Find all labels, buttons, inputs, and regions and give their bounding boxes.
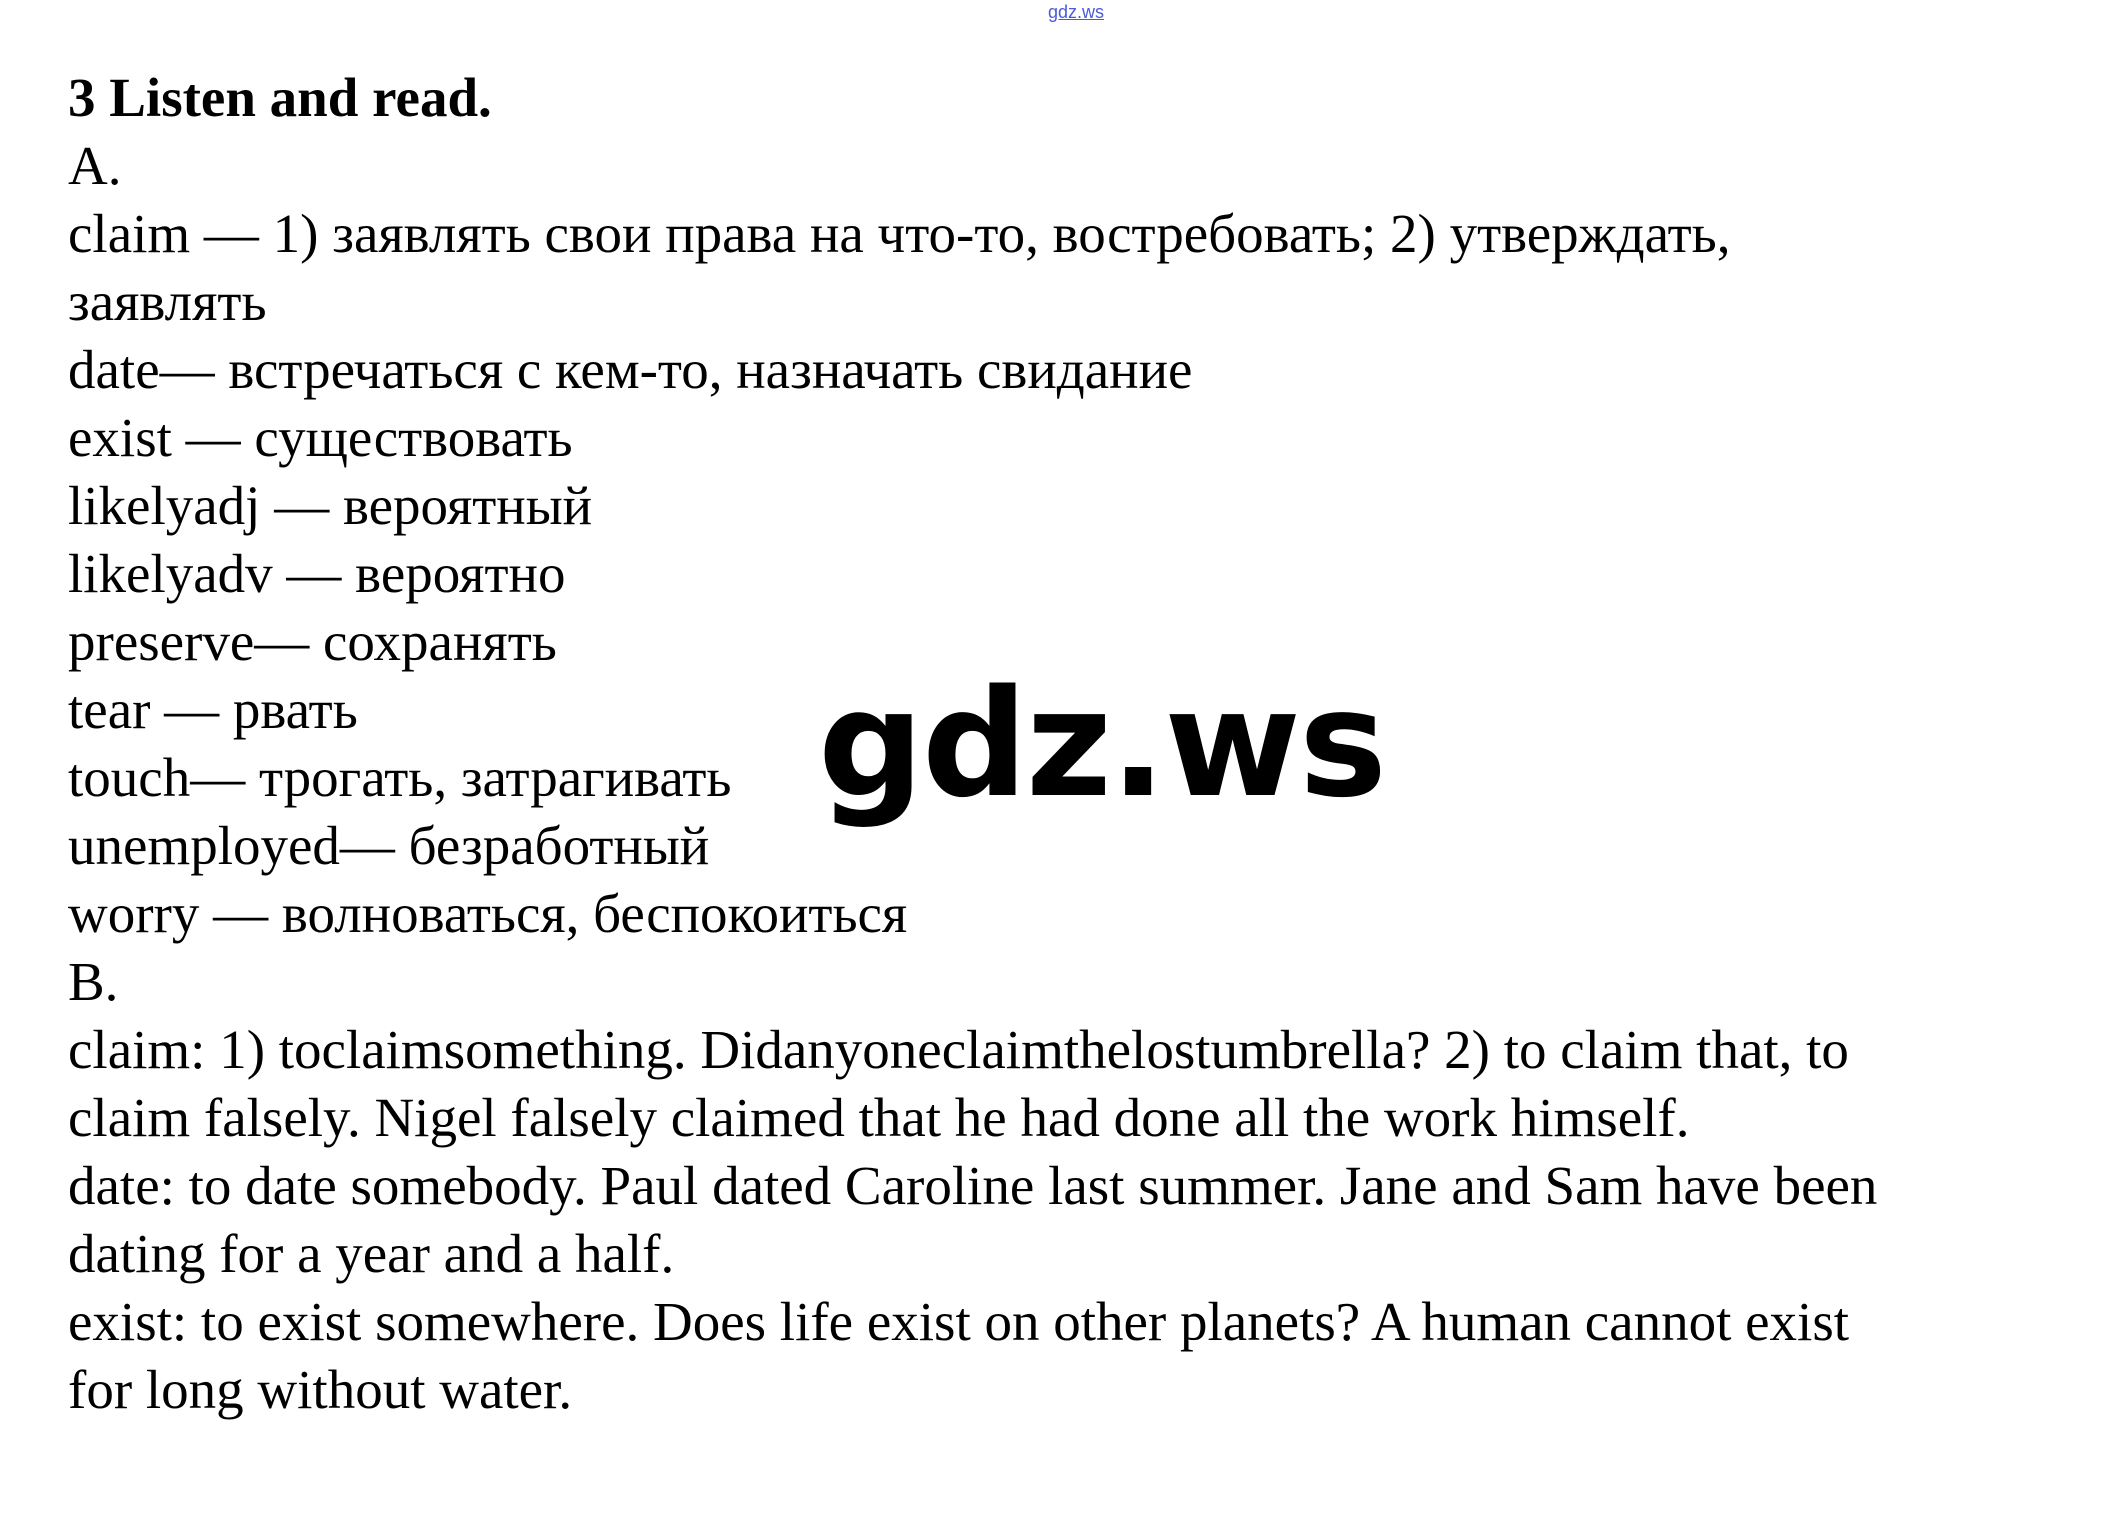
exercise-title: 3 Listen and read. (68, 67, 492, 128)
section-b-label: B. (68, 951, 119, 1012)
vocab-line: заявлять (68, 271, 267, 332)
example-line: dating for a year and a half. (68, 1223, 675, 1284)
site-header-link[interactable]: gdz.ws (1048, 2, 1105, 22)
vocab-line: likelyadj — вероятный (68, 475, 593, 536)
vocab-line: likelyadv — вероятно (68, 543, 566, 604)
vocab-line: preserve— сохранять (68, 611, 557, 672)
vocab-line: tear — рвать (68, 679, 358, 740)
section-a-label: A. (68, 135, 122, 196)
vocab-line: touch— трогать, затрагивать (68, 747, 732, 808)
example-line: for long without water. (68, 1359, 573, 1420)
example-line: exist: to exist somewhere. Does life exist on other planets? A human cannot exist (68, 1291, 1850, 1352)
example-line: date: to date somebody. Paul dated Caroline last summer. Jane and Sam have been (68, 1155, 1878, 1216)
vocab-line: date— встречаться с кем-то, назначать свидание (68, 339, 1193, 400)
vocab-line: claim — 1) заявлять свои права на что-то, востребовать; 2) утверждать, (68, 203, 1731, 264)
example-line: claim: 1) toclaimsomething. Didanyoneclaimthelostumbrella? 2) to claim that, to (68, 1019, 1849, 1080)
example-line: claim falsely. Nigel falsely claimed that he had done all the work himself. (68, 1087, 1690, 1148)
vocab-line: exist — существовать (68, 407, 573, 468)
watermark-logo: gdz.ws (818, 658, 1386, 830)
vocab-line: unemployed— безработный (68, 815, 710, 876)
vocab-line: worry — волноваться, беспокоиться (68, 883, 908, 944)
